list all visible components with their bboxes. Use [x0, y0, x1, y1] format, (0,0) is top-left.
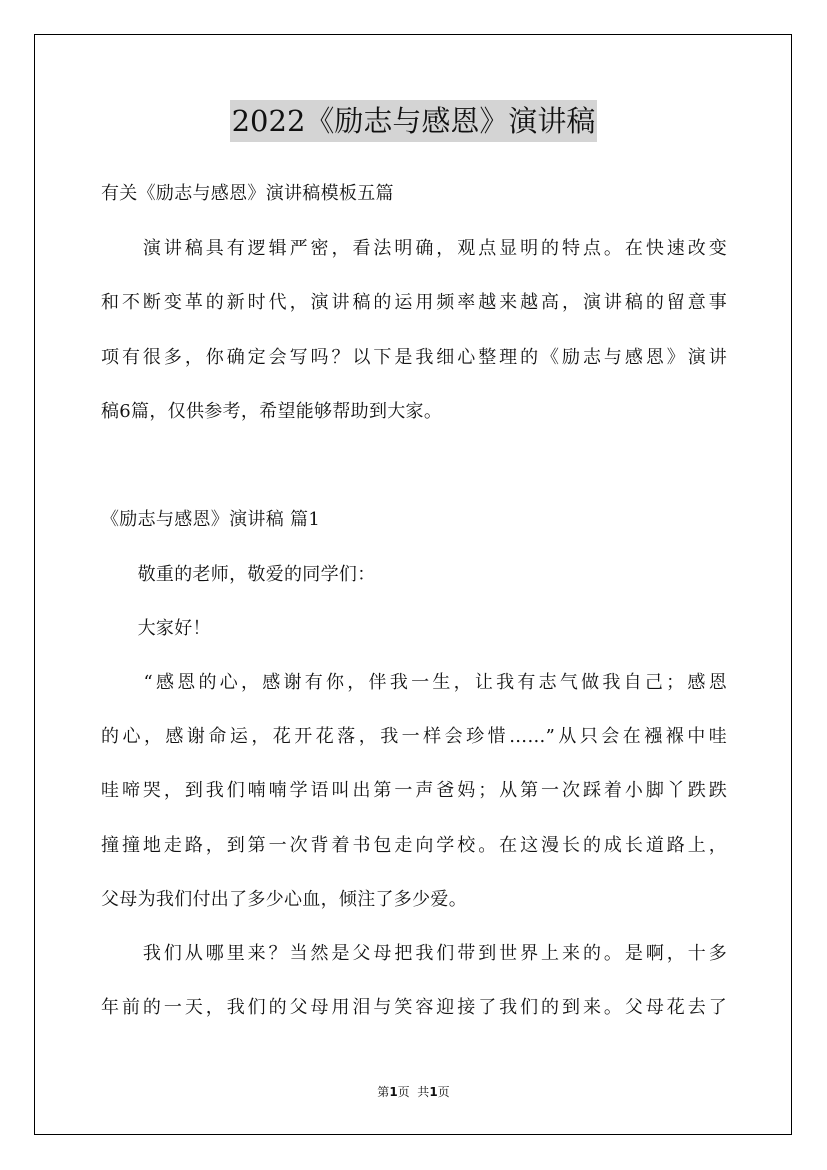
- paragraph-line: 的心，感谢命运，花开花落，我一样会珍惜……”从只会在襁褓中哇: [101, 726, 727, 747]
- greeting-line: 敬重的老师，敬爱的同学们：: [101, 564, 376, 585]
- paragraph-line: 哇啼哭，到我们喃喃学语叫出第一声爸妈；从第一次踩着小脚丫跌跌: [101, 780, 727, 801]
- intro-line: 稿6篇，仅供参考，希望能够帮助到大家。: [101, 401, 443, 422]
- footer-suffix: 页: [437, 1085, 450, 1099]
- paragraph-line: 撞撞地走路，到第一次背着书包走向学校。在这漫长的成长道路上，: [101, 835, 727, 856]
- footer-current-page: 1: [389, 1085, 398, 1099]
- document-subtitle: 有关《励志与感恩》演讲稿模板五篇: [101, 183, 394, 204]
- intro-line: 演讲稿具有逻辑严密，看法明确，观点显明的特点。在快速改变: [101, 238, 727, 259]
- intro-line: 项有很多，你确定会写吗？以下是我细心整理的《励志与感恩》演讲: [101, 347, 727, 368]
- footer-total-pages: 1: [429, 1085, 438, 1099]
- footer-prefix: 第: [377, 1085, 390, 1099]
- page-footer: [0, 1084, 827, 1100]
- title-container: [0, 100, 827, 142]
- paragraph-line: 父母为我们付出了多少心血，倾注了多少爱。: [101, 889, 467, 910]
- paragraph-line: “感恩的心，感谢有你，伴我一生，让我有志气做我自己；感恩: [101, 672, 727, 693]
- document-title: 2022《励志与感恩》演讲稿: [230, 100, 598, 142]
- section-heading: 《励志与感恩》演讲稿 篇1: [101, 509, 321, 530]
- paragraph-line: 我们从哪里来？当然是父母把我们带到世界上来的。是啊，十多: [101, 943, 727, 964]
- paragraph-line: 年前的一天，我们的父母用泪与笑容迎接了我们的到来。父母花去了: [101, 997, 727, 1018]
- intro-line: 和不断变革的新时代，演讲稿的运用频率越来越高，演讲稿的留意事: [101, 292, 727, 313]
- footer-mid: 页 共: [397, 1085, 430, 1099]
- hello-line: 大家好！: [101, 618, 211, 639]
